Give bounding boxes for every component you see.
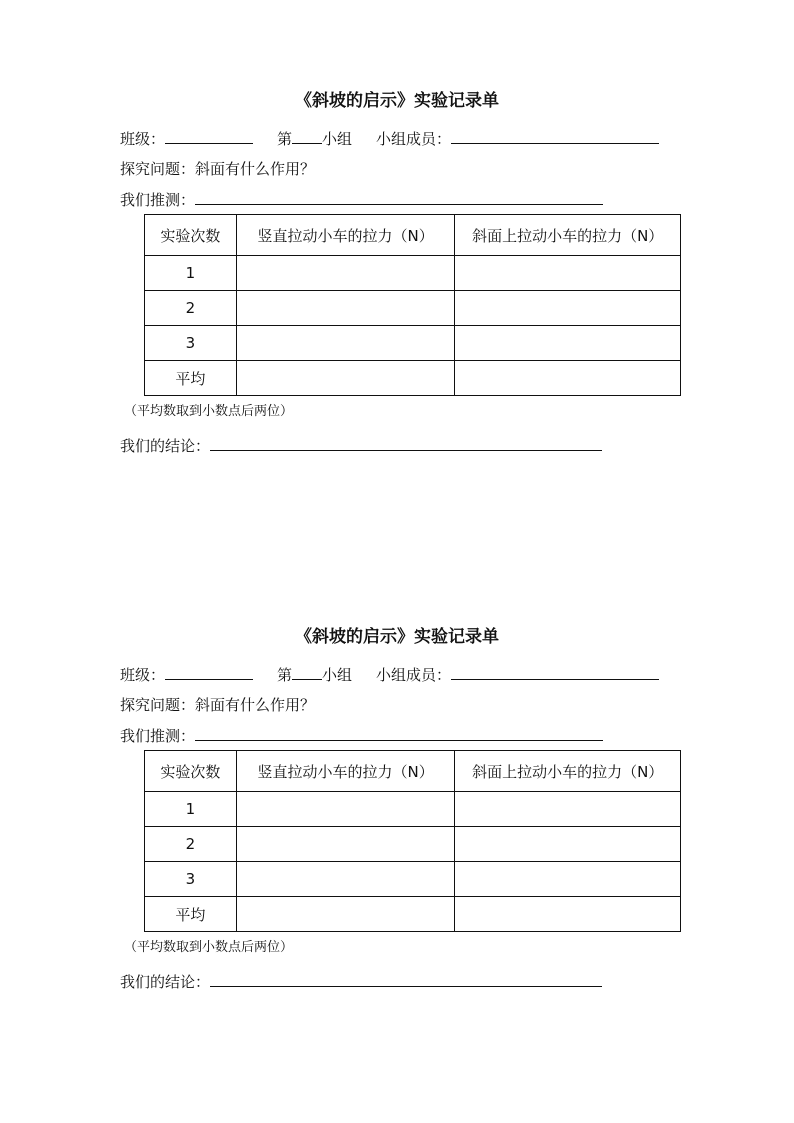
guess-row — [120, 725, 603, 746]
vertical-force-cell[interactable] — [236, 862, 455, 897]
table-header-row — [145, 751, 681, 792]
conclusion-row — [120, 435, 602, 456]
record-table — [144, 214, 681, 396]
question-text: 斜面有什么作用？ — [195, 696, 316, 714]
slope-force-cell[interactable] — [455, 827, 681, 862]
info-row — [120, 128, 659, 149]
sheet-title: 《斜坡的启示》实验记录单 — [295, 91, 499, 111]
vertical-force-cell[interactable] — [236, 792, 455, 827]
group-suffix: 小组 — [322, 130, 353, 148]
group-suffix: 小组 — [322, 666, 353, 684]
table-row — [145, 862, 681, 897]
question-label: 探究问题： — [120, 160, 196, 178]
members-label: 小组成员： — [376, 666, 452, 684]
row-label: 2 — [145, 291, 237, 326]
slope-force-cell[interactable] — [455, 256, 681, 291]
slope-force-cell[interactable] — [455, 862, 681, 897]
row-label: 平均 — [145, 897, 237, 932]
group-number-blank[interactable] — [292, 128, 322, 144]
slope-force-cell[interactable] — [455, 291, 681, 326]
conclusion-blank[interactable] — [210, 971, 602, 987]
members-label: 小组成员： — [376, 130, 452, 148]
header-vertical-force: 竖直拉动小车的拉力（N） — [236, 751, 455, 792]
guess-label: 我们推测： — [120, 727, 196, 745]
question-label: 探究问题： — [120, 696, 196, 714]
vertical-force-cell[interactable] — [236, 326, 455, 361]
table-row — [145, 256, 681, 291]
group-prefix: 第 — [277, 130, 293, 148]
header-slope-force: 斜面上拉动小车的拉力（N） — [455, 751, 681, 792]
group-number-blank[interactable] — [292, 664, 322, 680]
guess-row — [120, 189, 603, 210]
conclusion-blank[interactable] — [210, 435, 602, 451]
rounding-note: （平均数取到小数点后两位） — [124, 404, 294, 419]
record-table — [144, 750, 681, 932]
conclusion-row — [120, 971, 602, 992]
members-blank[interactable] — [451, 664, 659, 680]
row-label: 3 — [145, 326, 237, 361]
info-row — [120, 664, 659, 685]
class-blank[interactable] — [165, 128, 253, 144]
question-text: 斜面有什么作用？ — [195, 160, 316, 178]
conclusion-label: 我们的结论： — [120, 973, 211, 991]
row-label: 1 — [145, 256, 237, 291]
table-header-row — [145, 215, 681, 256]
guess-label: 我们推测： — [120, 191, 196, 209]
table-row — [145, 792, 681, 827]
members-blank[interactable] — [451, 128, 659, 144]
header-trial: 实验次数 — [145, 215, 237, 256]
slope-force-cell[interactable] — [455, 361, 681, 396]
row-label: 平均 — [145, 361, 237, 396]
table-row — [145, 326, 681, 361]
row-label: 3 — [145, 862, 237, 897]
row-label: 1 — [145, 792, 237, 827]
vertical-force-cell[interactable] — [236, 256, 455, 291]
slope-force-cell[interactable] — [455, 897, 681, 932]
vertical-force-cell[interactable] — [236, 361, 455, 396]
guess-blank[interactable] — [195, 725, 603, 741]
table-row — [145, 361, 681, 396]
question-row — [120, 159, 315, 179]
class-label: 班级： — [120, 666, 166, 684]
question-row — [120, 695, 315, 715]
vertical-force-cell[interactable] — [236, 827, 455, 862]
slope-force-cell[interactable] — [455, 326, 681, 361]
header-slope-force: 斜面上拉动小车的拉力（N） — [455, 215, 681, 256]
rounding-note: （平均数取到小数点后两位） — [124, 940, 294, 955]
table-row — [145, 291, 681, 326]
guess-blank[interactable] — [195, 189, 603, 205]
row-label: 2 — [145, 827, 237, 862]
header-trial: 实验次数 — [145, 751, 237, 792]
slope-force-cell[interactable] — [455, 792, 681, 827]
group-prefix: 第 — [277, 666, 293, 684]
vertical-force-cell[interactable] — [236, 897, 455, 932]
class-label: 班级： — [120, 130, 166, 148]
vertical-force-cell[interactable] — [236, 291, 455, 326]
class-blank[interactable] — [165, 664, 253, 680]
table-row — [145, 897, 681, 932]
sheet-title: 《斜坡的启示》实验记录单 — [295, 627, 499, 647]
table-row — [145, 827, 681, 862]
conclusion-label: 我们的结论： — [120, 437, 211, 455]
header-vertical-force: 竖直拉动小车的拉力（N） — [236, 215, 455, 256]
